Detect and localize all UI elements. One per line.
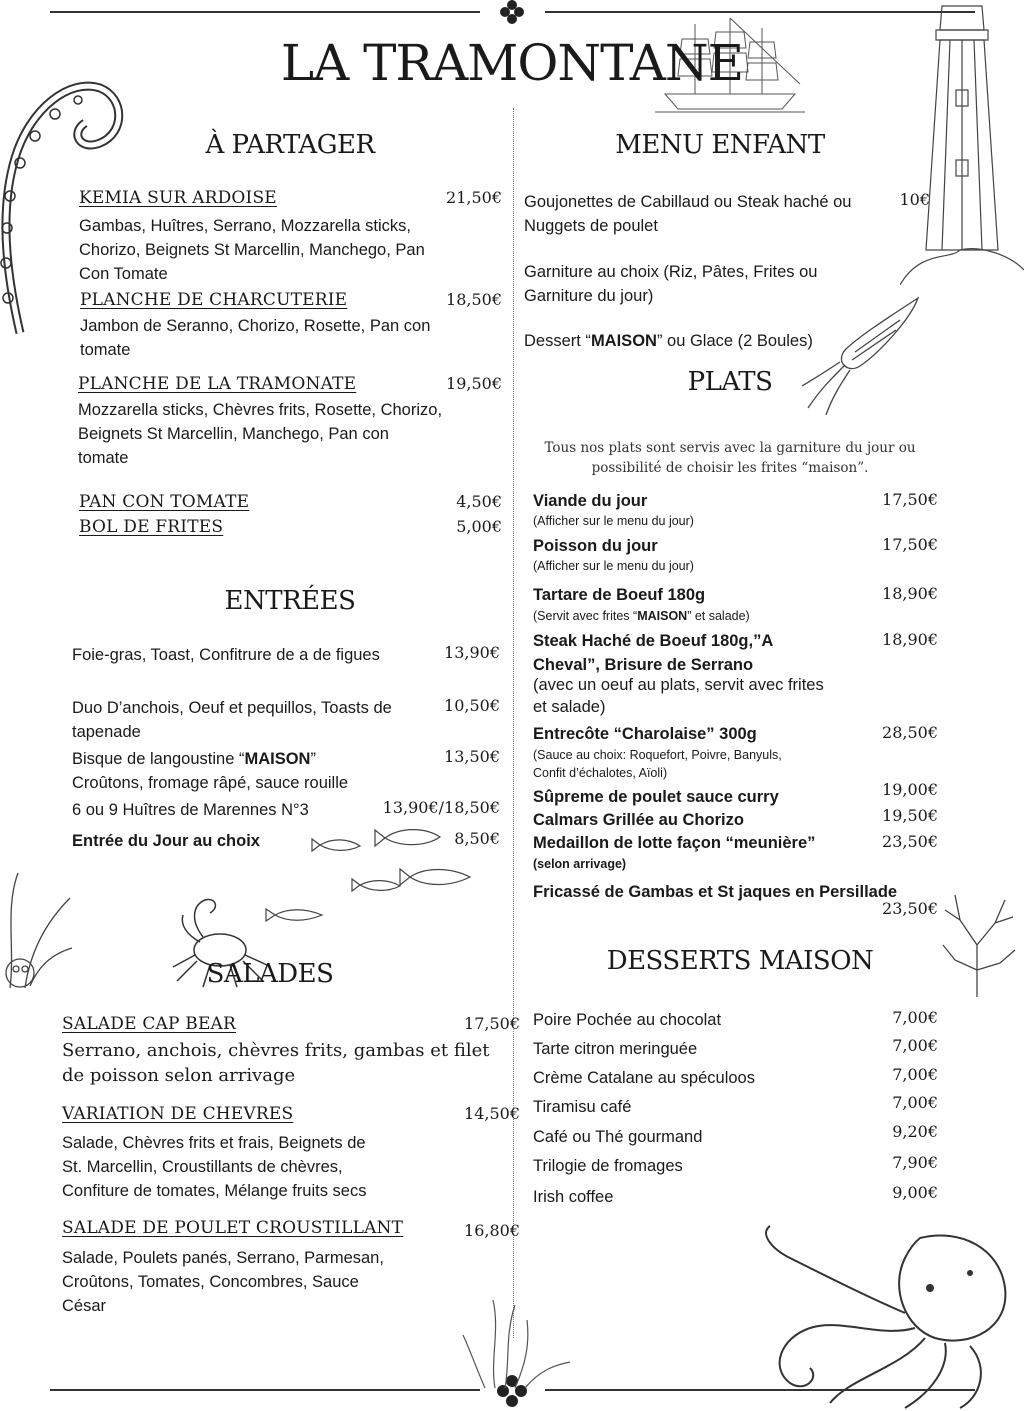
squid-icon xyxy=(800,290,930,420)
restaurant-title: LA TRAMONTANE xyxy=(280,34,744,92)
dessert-item: Trilogie de fromages xyxy=(533,1157,683,1175)
plat-lotte-note: (selon arrivage) xyxy=(533,857,627,871)
salade-variation-chevres-desc: Salade, Chèvres frits et frais, Beignets de St. Marcellin, Croustillants de chèvres, Confiture de tomates, Mélange fruits secs xyxy=(62,1134,367,1200)
item-price-kemia: 21,50€ xyxy=(446,188,502,207)
plat-entrecote-note: (Sauce au choix: Roquefort, Poivre, Banyuls, Confit d’échalotes, Aïoli) xyxy=(533,748,782,780)
item-name-charcuterie: PLANCHE DE CHARCUTERIE xyxy=(80,290,348,310)
bottom-border-left xyxy=(50,1389,480,1391)
entree-du-jour-price: 8,50€ xyxy=(454,829,500,848)
entree-bisque: Bisque de langoustine “MAISON” Croûtons, fromage râpé, sauce rouille xyxy=(72,750,349,792)
plat-lotte: Medaillon de lotte façon “meunière” xyxy=(533,834,816,852)
section-title-partager: À PARTAGER xyxy=(205,130,375,160)
plat-tartare-note: (Servit avec frites “MAISON” et salade) xyxy=(533,609,750,623)
item-desc-tramonate: Mozzarella sticks, Chèvres frits, Rosette, Chorizo, Beignets St Marcellin, Manchego, Pan con tomate xyxy=(78,401,443,467)
item-price-bol-frites: 5,00€ xyxy=(456,517,502,536)
dessert-price: 7,90€ xyxy=(892,1153,938,1172)
plat-viande: Viande du jour xyxy=(533,492,648,510)
plat-fricasse-price: 23,50€ xyxy=(882,899,938,918)
enfant-dessert: Dessert “MAISON” ou Glace (2 Boules) xyxy=(524,332,813,350)
plat-supreme-poulet-price: 19,00€ xyxy=(882,780,938,799)
plat-viande-price: 17,50€ xyxy=(882,490,938,509)
salade-cap-bear-desc: Serrano, anchois, chèvres frits, gambas et filet de poisson selon arrivage xyxy=(62,1040,490,1086)
dessert-item: Tarte citron meringuée xyxy=(533,1040,698,1058)
plat-supreme-poulet: Sûpreme de poulet sauce curry xyxy=(533,788,779,806)
item-name-kemia: KEMIA SUR ARDOISE xyxy=(79,188,277,208)
plat-poisson-price: 17,50€ xyxy=(882,535,938,554)
top-border-left xyxy=(50,11,480,13)
plats-intro: Tous nos plats sont servis avec la garniture du jour ou possibilité de choisir les frites “maison”. xyxy=(544,440,916,476)
plat-fricasse: Fricassé de Gambas et St jaques en Persillade xyxy=(533,883,898,901)
plat-calmars: Calmars Grillée au Chorizo xyxy=(533,811,744,829)
entree-bisque-price: 13,50€ xyxy=(444,747,500,766)
entree-anchois: Duo D’anchois, Oeuf et pequillos, Toasts de tapenade xyxy=(72,699,392,741)
dessert-item: Poire Pochée au chocolat xyxy=(533,1011,722,1029)
item-name-tramonate: PLANCHE DE LA TRAMONATE xyxy=(78,374,357,394)
salade-cap-bear: SALADE CAP BEAR xyxy=(62,1014,237,1034)
octopus-icon xyxy=(730,1218,1024,1411)
enfant-plat: Goujonettes de Cabillaud ou Steak haché ou Nuggets de poulet xyxy=(524,193,852,235)
plat-viande-note: (Afficher sur le menu du jour) xyxy=(533,514,694,528)
plat-entrecote-price: 28,50€ xyxy=(882,723,938,742)
plat-entrecote: Entrecôte “Charolaise” 300g xyxy=(533,725,757,743)
plat-steak-hache-price: 18,90€ xyxy=(882,630,938,649)
section-title-salades: SALADES xyxy=(206,959,334,989)
plat-poisson-note: (Afficher sur le menu du jour) xyxy=(533,559,694,573)
plat-tartare: Tartare de Boeuf 180g xyxy=(533,586,706,604)
dessert-price: 7,00€ xyxy=(892,1036,938,1055)
item-name-pan-con-tomate: PAN CON TOMATE xyxy=(79,492,250,512)
plat-calmars-price: 19,50€ xyxy=(882,806,938,825)
dessert-item: Crème Catalane au spéculoos xyxy=(533,1069,755,1087)
entree-huitres-price: 13,90€/18,50€ xyxy=(382,798,500,817)
item-desc-kemia: Gambas, Huîtres, Serrano, Mozzarella sticks, Chorizo, Beignets St Marcellin, Manchego, Pan Con Tomate xyxy=(79,217,425,283)
plat-lotte-price: 23,50€ xyxy=(882,832,938,851)
section-title-entrees: ENTRÉES xyxy=(224,586,356,616)
item-price-tramonate: 19,50€ xyxy=(446,374,502,393)
plat-steak-hache-note: (avec un oeuf au plats, servit avec frites et salade) xyxy=(533,676,824,716)
seaweed-icon xyxy=(455,1290,575,1390)
seaweed-icon xyxy=(0,868,75,998)
entree-du-jour: Entrée du Jour au choix xyxy=(72,832,260,850)
dessert-price: 7,00€ xyxy=(892,1065,938,1084)
enfant-price: 10€ xyxy=(899,190,930,209)
salade-cap-bear-price: 17,50€ xyxy=(464,1014,520,1033)
section-title-desserts: DESSERTS MAISON xyxy=(606,946,874,976)
section-title-enfant: MENU ENFANT xyxy=(615,130,825,160)
plat-tartare-price: 18,90€ xyxy=(882,584,938,603)
plat-poisson: Poisson du jour xyxy=(533,537,658,555)
salade-variation-chevres-price: 14,50€ xyxy=(464,1104,520,1123)
dessert-price: 9,20€ xyxy=(892,1122,938,1141)
section-title-plats: PLATS xyxy=(687,367,773,397)
entree-anchois-price: 10,50€ xyxy=(444,696,500,715)
item-price-charcuterie: 18,50€ xyxy=(446,290,502,309)
entree-huitres: 6 ou 9 Huîtres de Marennes N°3 xyxy=(72,801,309,819)
item-desc-charcuterie: Jambon de Seranno, Chorizo, Rosette, Pan con tomate xyxy=(80,317,431,359)
salade-variation-chevres: VARIATION DE CHEVRES xyxy=(62,1104,294,1124)
dessert-item: Tiramisu café xyxy=(533,1098,632,1116)
dessert-price: 7,00€ xyxy=(892,1008,938,1027)
fleur-ornament-icon xyxy=(488,0,536,24)
enfant-garniture: Garniture au choix (Riz, Pâtes, Frites ou Garniture du jour) xyxy=(524,263,818,305)
salade-poulet: SALADE DE POULET CROUSTILLANT xyxy=(62,1218,404,1238)
dessert-item: Irish coffee xyxy=(533,1188,614,1206)
salade-poulet-price: 16,80€ xyxy=(464,1221,520,1240)
item-price-pan-con-tomate: 4,50€ xyxy=(456,492,502,511)
dessert-price: 7,00€ xyxy=(892,1093,938,1112)
plat-steak-hache: Steak Haché de Boeuf 180g,”A Cheval”, Brisure de Serrano xyxy=(533,632,774,674)
dessert-price: 9,00€ xyxy=(892,1183,938,1202)
coral-icon xyxy=(935,875,1020,1000)
entree-foie-gras-price: 13,90€ xyxy=(444,643,500,662)
salade-poulet-desc: Salade, Poulets panés, Serrano, Parmesan, Croûtons, Tomates, Concombres, Sauce César xyxy=(62,1249,384,1315)
item-name-bol-frites: BOL DE FRITES xyxy=(79,517,224,537)
dessert-item: Café ou Thé gourmand xyxy=(533,1128,703,1146)
column-divider xyxy=(513,108,514,1338)
entree-foie-gras: Foie-gras, Toast, Confitrure de a de figues xyxy=(72,646,380,664)
